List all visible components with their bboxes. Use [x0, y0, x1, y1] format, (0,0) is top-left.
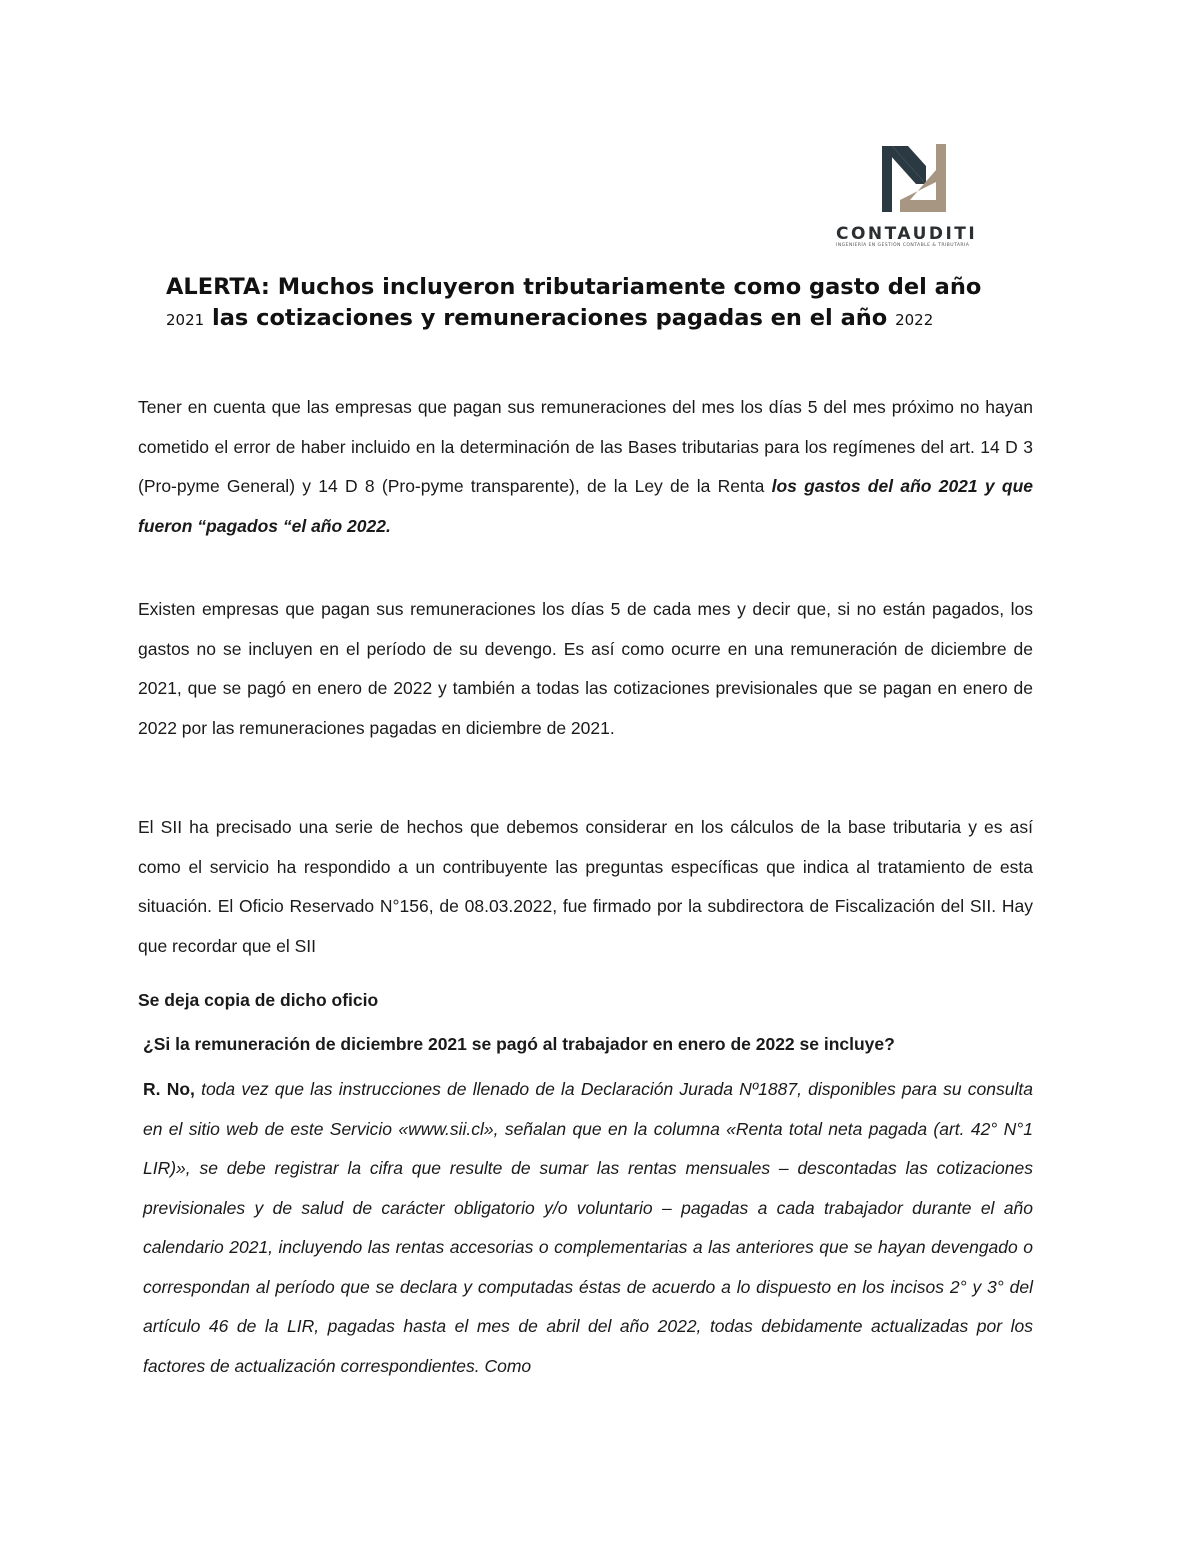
logo-mark-icon — [878, 140, 948, 216]
contauditi-logo — [822, 138, 1022, 256]
logo-name: CONTAUDITI — [836, 224, 978, 244]
question-heading: ¿Si la remuneración de diciembre 2021 se pagó al trabajador en enero de 2022 se incluye? — [143, 1034, 895, 1054]
answer-lead: R. No, — [143, 1079, 195, 1099]
paragraph-1-emphasis: los gastos del año 2021 y que fueron “pagados “el año 2022. — [138, 476, 1033, 536]
title-line1: Muchos incluyeron tributariamente como gasto del año — [269, 274, 982, 300]
logo-tagline: INGENIERÍA EN GESTIÓN CONTABLE & TRIBUTARIA — [836, 243, 970, 248]
title-year-1: 2021 — [166, 311, 205, 329]
paragraph-3: El SII ha precisado una serie de hechos que debemos considerar en los cálculos de la base tributaria y es así como el servicio ha respondido a un contribuyente las preguntas específicas que indica al tratamiento de esta situación. El Oficio Reservado N°156, de 08.03.2022, fue firmado por la subdirectora de Fiscalización del SII. Hay que recordar que el SII — [138, 817, 1033, 956]
answer-text: toda vez que las instrucciones de llenado de la Declaración Jurada Nº1887, disponibles para su consulta en el sitio web de este Servicio «www.sii.cl», señalan que en la columna «Renta total neta pagada (art. 42° N°1 LIR)», se debe registrar la cifra que resulte de sumar las rentas mensuales – descontadas las cotizaciones previsionales y de salud de carácter obligatorio y/o voluntario – pagadas a cada trabajador durante el año calendario 2021, incluyendo las rentas accesorias o complementarias a las anteriores que se hayan devengado o correspondan al período que se declara y computadas éstas de acuerdo a lo dispuesto en los incisos 2° y 3° del artículo 46 de la LIR, pagadas hasta el mes de abril del año 2022, todas debidamente actualizadas por los factores de actualización correspondientes. Como — [143, 1079, 1033, 1376]
answer-paragraph — [143, 1070, 1033, 1386]
section-heading: Se deja copia de dicho oficio — [138, 990, 379, 1010]
paragraph-2: Existen empresas que pagan sus remuneraciones los días 5 de cada mes y decir que, si no están pagados, los gastos no se incluyen en el período de su devengo. Es así como ocurre en una remuneración de diciembre de 2021, que se pagó en enero de 2022 y también a todas las cotizaciones previsionales que se pagan en enero de 2022 por las remuneraciones pagadas en diciembre de 2021. — [138, 599, 1033, 738]
title-line2: las cotizaciones y remuneraciones pagadas en el año — [204, 305, 896, 331]
title-year-2: 2022 — [895, 311, 934, 329]
title-lead: ALERTA: — [166, 274, 270, 300]
page-title — [166, 272, 1046, 336]
paragraph-1 — [138, 388, 1033, 546]
paragraph-1-text: Tener en cuenta que las empresas que pagan sus remuneraciones del mes los días 5 del mes próximo no hayan cometido el error de haber incluido en la determinación de las Bases tributarias para los regímenes del art. 14 D 3 (Pro-pyme General) y 14 D 8 (Pro-pyme transparente), de la Ley de la Renta — [138, 397, 1033, 496]
